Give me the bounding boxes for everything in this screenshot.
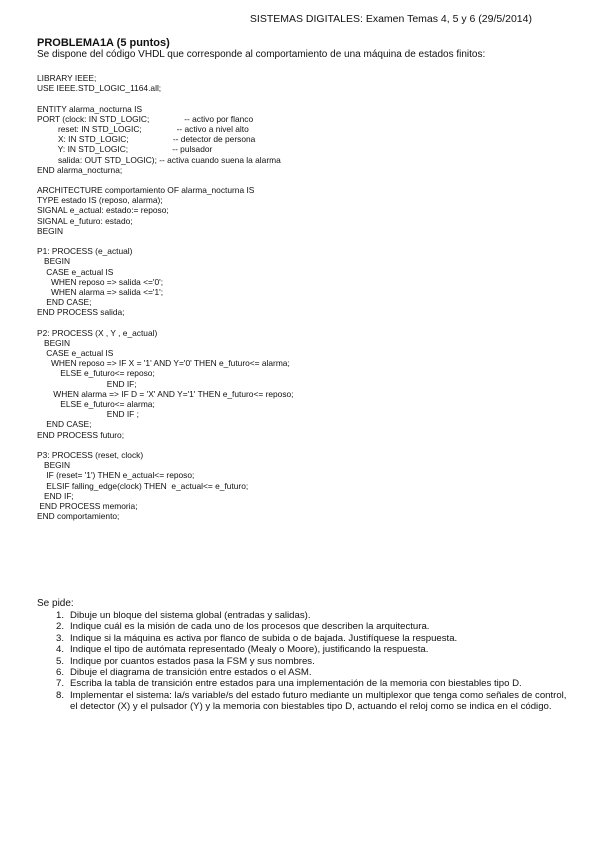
code-line: LIBRARY IEEE; — [37, 73, 97, 83]
question-item — [50, 644, 570, 655]
code-line — [37, 318, 294, 328]
question-number: 6. — [55, 667, 64, 679]
code-line: SIGNAL e_futuro: estado; — [37, 215, 133, 226]
vhdl-code-block — [37, 73, 294, 521]
question-item — [50, 656, 570, 667]
question-number: 7. — [55, 678, 64, 690]
problem-intro: Se dispone del código VHDL que corresponde al comportamiento de una máquina de estados finitos: — [37, 49, 486, 60]
question-number: 4. — [55, 644, 64, 656]
question-text: Indique el tipo de autómata representado (Mealy o Moore), justificando la respuesta. — [70, 644, 429, 656]
question-number: 8. — [55, 689, 64, 701]
question-list — [50, 610, 570, 713]
question-item — [50, 610, 570, 621]
code-line: BEGIN — [37, 256, 71, 267]
code-line: TYPE estado IS (reposo, alarma); — [37, 195, 163, 206]
code-line: ELSIF falling_edge(clock) THEN e_actual<= e_futuro; — [37, 480, 249, 491]
code-line: CASE e_actual IS — [37, 266, 114, 277]
question-number: 3. — [55, 632, 64, 644]
code-line — [37, 175, 294, 185]
code-line: END PROCESS memoria; — [37, 500, 138, 511]
code-line: USE IEEE.STD_LOGIC_1164.all; — [37, 83, 162, 94]
code-line: END alarma_nocturna; — [37, 164, 123, 175]
code-line: WHEN reposo => salida <='0'; — [37, 276, 164, 287]
code-line: CASE e_actual IS — [37, 348, 114, 359]
code-line: Y: IN STD_LOGIC; -- pulsador — [37, 144, 213, 155]
code-line: END IF; — [37, 490, 74, 501]
exam-header: SISTEMAS DIGITALES: Examen Temas 4, 5 y 6 (29/5/2014) — [249, 13, 532, 25]
code-line: END PROCESS salida; — [37, 307, 125, 318]
code-line: END CASE; — [37, 419, 92, 430]
code-line: END comportamiento; — [37, 511, 120, 522]
question-item — [50, 667, 570, 678]
code-line: WHEN alarma => IF D = 'X' AND Y='1' THEN e_futuro<= reposo; — [37, 388, 294, 399]
code-line: ELSE e_futuro<= reposo; — [37, 368, 155, 379]
code-line: salida: OUT STD_LOGIC); -- activa cuando suena la alarma — [37, 154, 281, 165]
code-line: X: IN STD_LOGIC; -- detector de persona — [37, 134, 256, 145]
question-text: Dibuje el diagrama de transición entre estados o el ASM. — [70, 667, 312, 679]
code-line: P1: PROCESS (e_actual) — [37, 246, 133, 257]
question-number: 1. — [55, 610, 64, 621]
code-line: ELSE e_futuro<= alarma; — [37, 399, 155, 409]
code-line — [37, 93, 294, 103]
questions-intro: Se pide: — [37, 598, 74, 609]
code-line: BEGIN — [37, 460, 71, 471]
question-number: 2. — [55, 621, 64, 633]
code-line: WHEN alarma => salida <='1'; — [37, 286, 164, 297]
code-line: ENTITY alarma_nocturna IS — [37, 103, 143, 114]
code-line: BEGIN — [37, 225, 64, 236]
question-text: Dibuje un bloque del sistema global (entradas y salidas). — [70, 610, 311, 621]
question-item — [50, 678, 570, 689]
code-line: ARCHITECTURE comportamiento OF alarma_nocturna IS — [37, 185, 255, 196]
question-item — [50, 621, 570, 632]
code-line: SIGNAL e_actual: estado:= reposo; — [37, 205, 169, 216]
code-line: END IF ; — [37, 409, 139, 420]
code-line: P3: PROCESS (reset, clock) — [37, 449, 144, 460]
question-text: Escriba la tabla de transición entre estados para una implementación de la memoria con biestables tipo D. — [70, 678, 522, 690]
code-line: reset: IN STD_LOGIC; -- activo a nivel alto — [37, 123, 249, 134]
code-line: END CASE; — [37, 297, 92, 308]
code-line — [37, 236, 294, 246]
code-line: IF (reset= '1') THEN e_actual<= reposo; — [37, 470, 195, 481]
code-line: PORT (clock: IN STD_LOGIC; -- activo por flanco — [37, 113, 254, 124]
question-text: Indique cuál es la misión de cada uno de los procesos que describen la arquitectura. — [70, 621, 430, 633]
code-line — [37, 440, 294, 450]
code-line: P2: PROCESS (X , Y , e_actual) — [37, 327, 158, 338]
question-text: Indique si la máquina es activa por flanco de subida o de bajada. Justifíquese la respuesta. — [70, 632, 458, 644]
code-line: END IF; — [37, 378, 137, 389]
code-line: END PROCESS futuro; — [37, 429, 125, 440]
question-item — [50, 690, 570, 713]
question-item — [50, 633, 570, 644]
code-line: BEGIN — [37, 337, 71, 348]
question-number: 5. — [55, 655, 64, 667]
problem-title: PROBLEMA1A (5 puntos) — [37, 37, 170, 49]
question-text: Indique por cuantos estados pasa la FSM y sus nombres. — [70, 655, 315, 667]
question-text: Implementar el sistema: la/s variable/s del estado futuro mediante un multiplexor que tenga como señales de control, el detector (X) y el pulsador (Y) y la memoria con biestables tipo D, actuando el reloj como se indica en el código. — [70, 689, 567, 713]
code-line: WHEN reposo => IF X = '1' AND Y='0' THEN e_futuro<= alarma; — [37, 358, 290, 369]
